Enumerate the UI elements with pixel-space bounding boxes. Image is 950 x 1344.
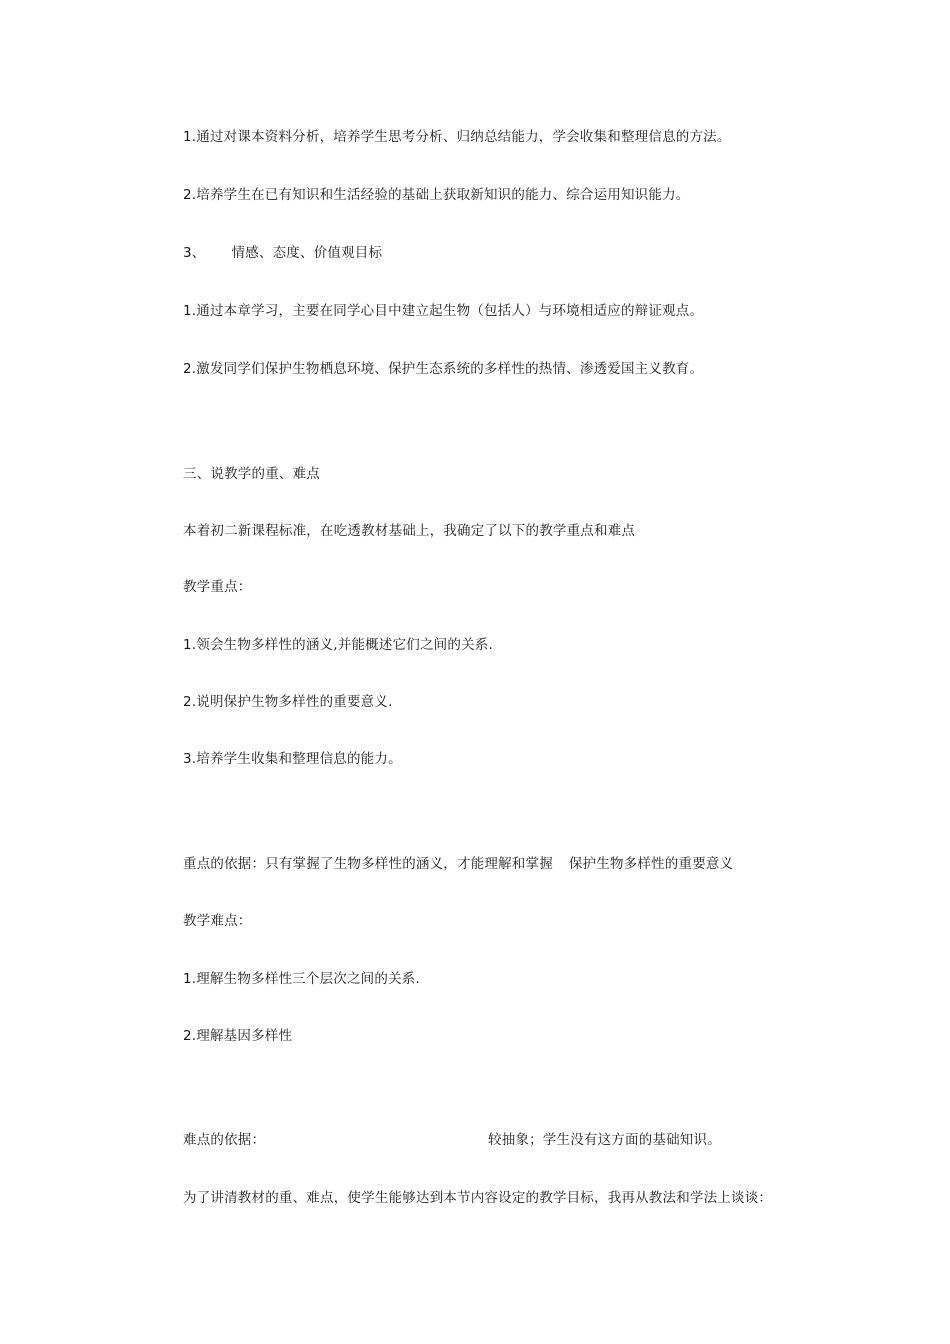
key-point-2: 2.说明保护生物多样性的重要意义. (183, 694, 393, 710)
section-3-intro: 本着初二新课程标准，在吃透教材基础上，我确定了以下的教学重点和难点 (183, 523, 636, 539)
key-basis-part1: 重点的依据：只有掌握了生物多样性的涵义，才能理解和掌握 (183, 856, 553, 872)
difficult-points-label: 教学难点： (183, 913, 252, 929)
difficult-basis-text: 较抽象；学生没有这方面的基础知识。 (488, 1132, 721, 1148)
emotion-goal-2: 2.激发同学们保护生物栖息环境、保护生态系统的多样性的热情、渗透爱国主义教育。 (183, 361, 704, 377)
emotion-heading (183, 244, 382, 262)
key-point-1: 1.领会生物多样性的涵义,并能概述它们之间的关系. (183, 637, 493, 653)
difficult-point-1: 1.理解生物多样性三个层次之间的关系. (183, 971, 420, 987)
key-basis (183, 855, 733, 873)
key-point-3: 3.培养学生收集和整理信息的能力。 (183, 751, 402, 767)
emotion-heading-text: 情感、态度、价值观目标 (231, 245, 383, 261)
key-points-label: 教学重点： (183, 579, 252, 595)
section-3-heading: 三、说教学的重、难点 (183, 466, 320, 482)
emotion-heading-number: 3、 (183, 245, 206, 261)
skills-goal-2: 2.培养学生在已有知识和生活经验的基础上获取新知识的能力、综合运用知识能力。 (183, 187, 690, 203)
skills-goal-1: 1.通过对课本资料分析，培养学生思考分析、归纳总结能力，学会收集和整理信息的方法。 (183, 129, 731, 145)
difficult-point-2: 2.理解基因多样性 (183, 1028, 293, 1044)
difficult-basis-label: 难点的依据： (183, 1132, 266, 1148)
key-basis-part2: 保护生物多样性的重要意义 (568, 856, 734, 872)
emotion-goal-1: 1.通过本章学习，主要在同学心目中建立起生物（包括人）与环境相适应的辩证观点。 (183, 303, 704, 319)
transition-text: 为了讲清教材的重、难点，使学生能够达到本节内容设定的教学目标，我再从教法和学法上谈谈： (183, 1190, 773, 1206)
